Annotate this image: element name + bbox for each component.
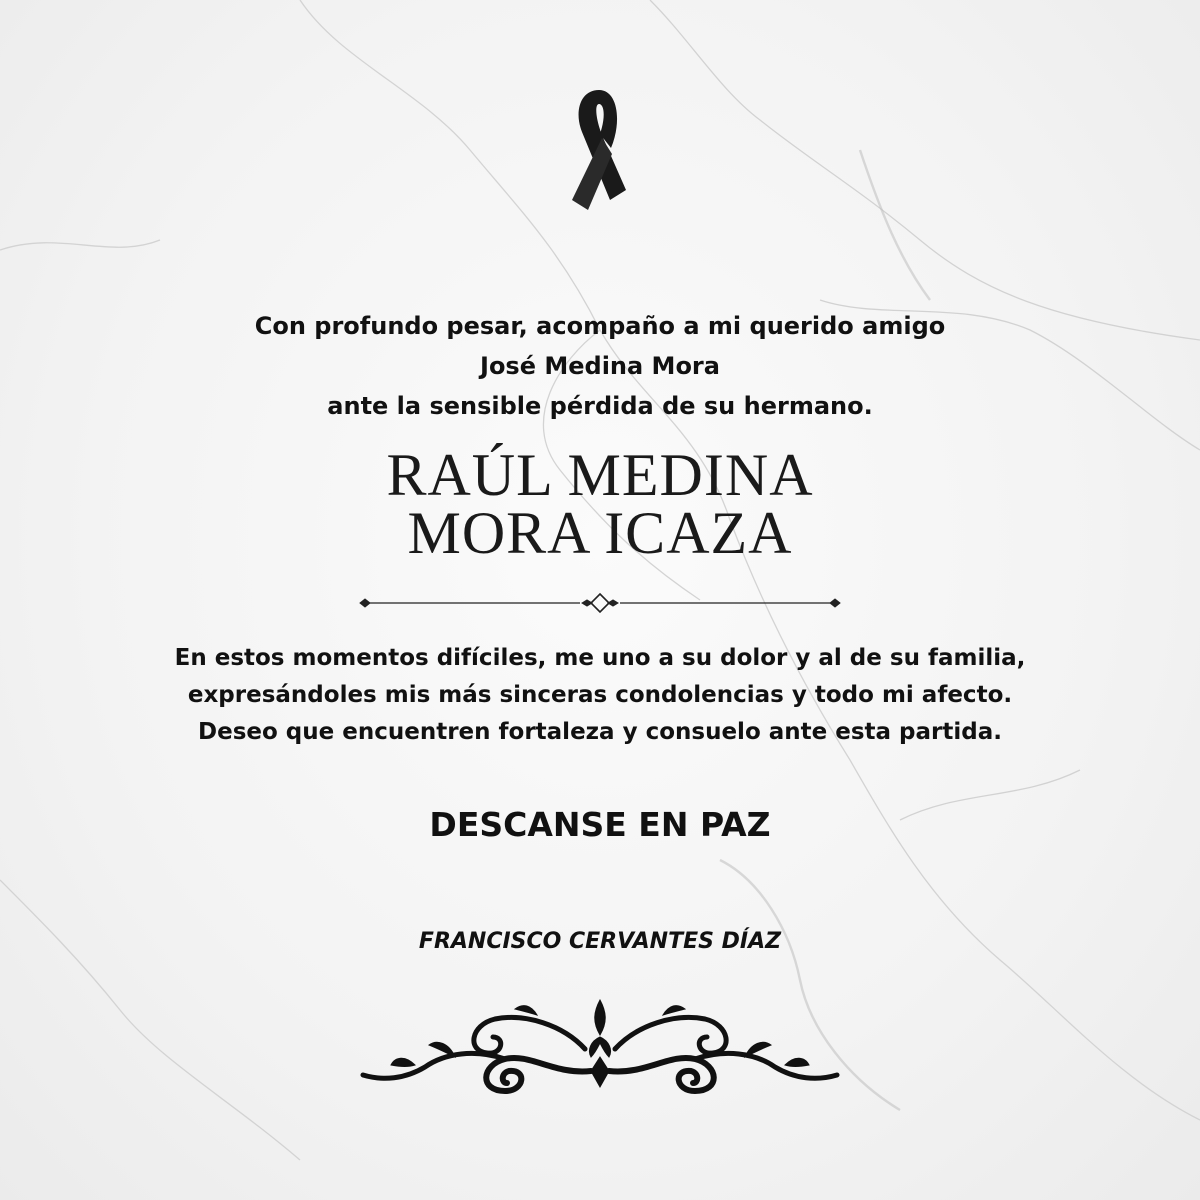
intro-text — [0, 306, 1200, 426]
intro-line-3: ante la sensible pérdida de su hermano. — [327, 392, 873, 420]
condolence-message — [0, 640, 1200, 751]
intro-line-2: José Medina Mora — [480, 352, 720, 380]
flourish-ornament — [355, 995, 845, 1095]
deceased-name-line-2: MORA ICAZA — [407, 500, 793, 566]
deceased-name — [0, 442, 1200, 566]
message-line-2: expresándoles mis más sinceras condolencias y todo mi afecto. — [187, 682, 1013, 708]
mourning-ribbon-icon — [556, 82, 642, 224]
rest-in-peace-heading: DESCANSE EN PAZ — [429, 805, 771, 844]
message-line-3: Deseo que encuentren fortaleza y consuelo ante esta partida. — [198, 719, 1002, 745]
intro-line-1: Con profundo pesar, acompaño a mi querido amigo — [254, 312, 946, 340]
diamond-divider — [355, 590, 845, 616]
signature-name: FRANCISCO CERVANTES DÍAZ — [418, 929, 782, 954]
message-line-1: En estos momentos difíciles, me uno a su dolor y al de su familia, — [174, 645, 1026, 671]
deceased-name-line-1: RAÚL MEDINA — [386, 442, 814, 508]
